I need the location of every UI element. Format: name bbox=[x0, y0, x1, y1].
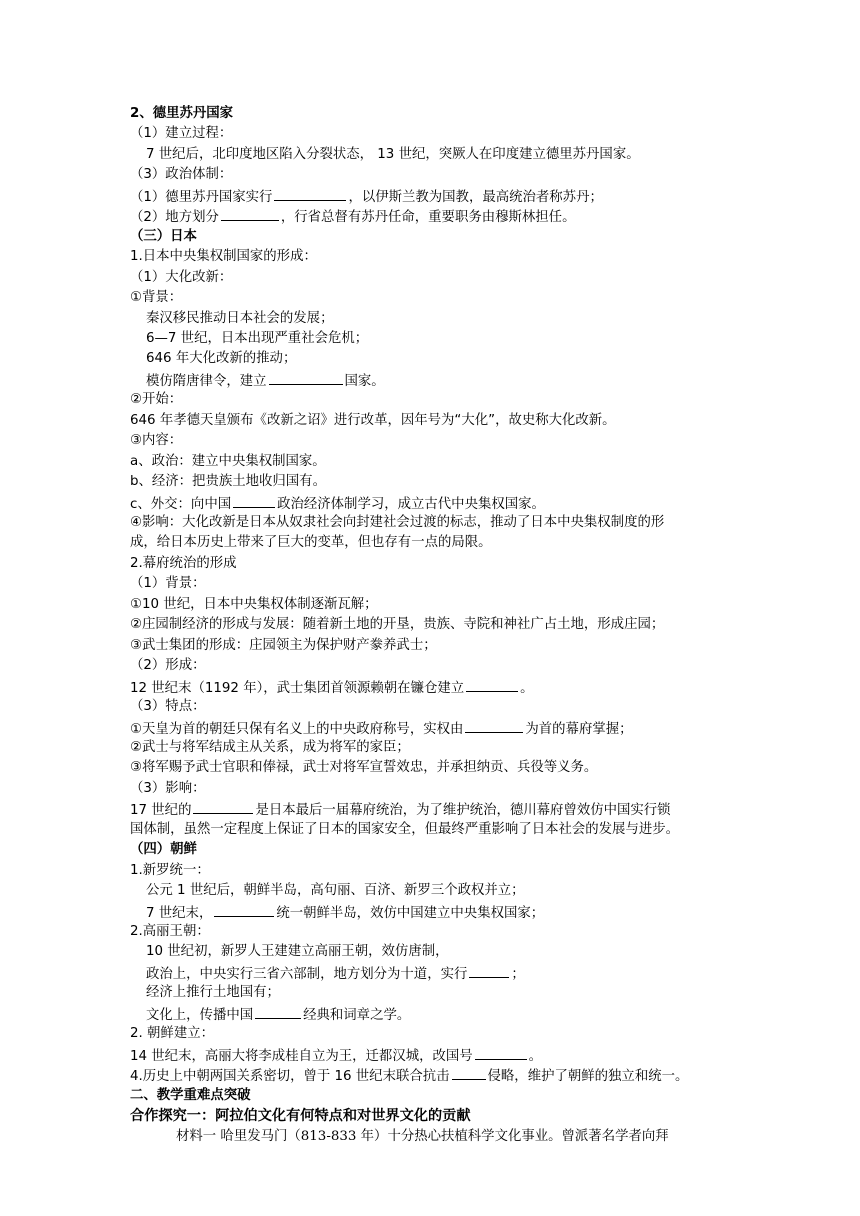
fill-in-blank[interactable] bbox=[221, 206, 279, 221]
text-line: （1）建立过程： bbox=[130, 126, 233, 142]
text-line: ④影响：大化改新是日本从奴隶社会向封建社会过渡的标志，推动了日本中央集权制度的形 bbox=[130, 515, 665, 530]
fill-in-blank[interactable] bbox=[466, 677, 518, 692]
text-segment: 12 世纪末（1192 年），武士集团首领源赖朝在镰仓建立 bbox=[130, 680, 465, 696]
text-line: ③内容： bbox=[130, 433, 183, 449]
text-line: 646 年大化改新的推动； bbox=[146, 351, 297, 367]
text-segment: ①天皇为首的朝廷只保有名义上的中央政府称号，实权由 bbox=[130, 721, 464, 737]
text-line: 7 世纪后，北印度地区陷入分裂状态， 13 世纪，突厥人在印度建立德里苏丹国家。 bbox=[146, 146, 640, 162]
fill-in-blank[interactable] bbox=[274, 186, 346, 201]
text-segment: （2）地方划分 bbox=[130, 210, 219, 226]
text-line: ②庄园制经济的形成与发展：随着新土地的开垦，贵族、寺院和神社广占土地，形成庄园； bbox=[130, 617, 665, 633]
text-line: ②开始： bbox=[130, 392, 183, 408]
fill-in-blank[interactable] bbox=[233, 493, 275, 508]
fill-in-blank[interactable] bbox=[452, 1065, 486, 1080]
text-line: 秦汉移民推动日本社会的发展； bbox=[146, 310, 334, 326]
text-segment: 模仿隋唐律令，建立 bbox=[146, 373, 267, 389]
text-line: 2、德里苏丹国家 bbox=[130, 106, 234, 121]
text-line bbox=[130, 493, 545, 513]
text-segment: 4.历史上中朝两国关系密切，曾于 16 世纪末联合抗击 bbox=[130, 1069, 450, 1085]
text-segment: ，以伊斯兰教为国教，最高统治者称苏丹； bbox=[348, 189, 603, 205]
text-line: （三）日本 bbox=[130, 228, 197, 244]
text-segment: 政治上，中央实行三省六部制，地方划分为十道，实行 bbox=[146, 966, 468, 982]
text-line: 2.幕府统治的形成 bbox=[130, 555, 237, 571]
text-line bbox=[130, 677, 534, 697]
text-line: ①背景： bbox=[130, 290, 183, 306]
text-segment: 侵略，维护了朝鲜的独立和统一。 bbox=[487, 1069, 689, 1085]
text-line bbox=[146, 1004, 410, 1024]
text-line: ②武士与将军结成主从关系，成为将军的家臣； bbox=[130, 739, 410, 755]
text-segment: 政治经济体制学习，成立古代中央集权国家。 bbox=[277, 496, 545, 512]
text-line: 合作探究一：阿拉伯文化有何特点和对世界文化的贡献 bbox=[130, 1108, 471, 1125]
text-segment: 经典和词章之学。 bbox=[303, 1007, 411, 1023]
text-line: 成，给日本历史上带来了巨大的变革，但也存有一点的局限。 bbox=[130, 535, 492, 551]
text-segment: c、外交：向中国 bbox=[130, 496, 232, 512]
text-line: （3）政治体制： bbox=[130, 167, 233, 183]
text-line bbox=[130, 718, 633, 738]
text-line: （四）朝鲜 bbox=[130, 842, 197, 858]
text-line: a、政治：建立中央集权制国家。 bbox=[130, 453, 326, 469]
fill-in-blank[interactable] bbox=[475, 1045, 527, 1060]
text-line: 2. 朝鲜建立： bbox=[130, 1026, 214, 1042]
text-segment: 7 世纪末， bbox=[146, 905, 213, 921]
text-segment: （1）德里苏丹国家实行 bbox=[130, 189, 273, 205]
text-segment: 文化上，传播中国 bbox=[146, 1007, 254, 1023]
text-line bbox=[146, 902, 544, 922]
text-line: 国体制，虽然一定程度上保证了日本的国家安全，但最终严重影响了日本社会的发展与进步。 bbox=[130, 821, 680, 837]
text-segment: ，行省总督有苏丹任命，重要职务由穆斯林担任。 bbox=[280, 210, 576, 226]
text-segment: ； bbox=[511, 966, 525, 982]
text-line: （1）大化改新： bbox=[130, 269, 233, 285]
text-line: ③将军赐予武士官职和俸禄，武士对将军宣誓效忠，并承担纳贡、兵役等义务。 bbox=[130, 760, 598, 776]
text-segment: 。 bbox=[520, 680, 534, 696]
text-line: 1.新罗统一： bbox=[130, 862, 210, 878]
text-segment: 为首的幕府掌握； bbox=[525, 721, 633, 737]
fill-in-blank[interactable] bbox=[469, 963, 509, 978]
text-line: （1）背景： bbox=[130, 576, 206, 592]
text-segment: 是日本最后一届幕府统治，为了维护统治，德川幕府曾效仿中国实行锁 bbox=[255, 803, 671, 819]
text-segment: 14 世纪末，高丽大将李成桂自立为王，迁都汉城，改国号 bbox=[130, 1048, 473, 1064]
text-segment: 17 世纪的 bbox=[130, 803, 192, 819]
text-line bbox=[146, 963, 525, 983]
text-segment: 统一朝鲜半岛，效仿中国建立中央集权国家； bbox=[276, 905, 545, 921]
text-line: （2）形成： bbox=[130, 658, 206, 674]
text-line: （3）特点： bbox=[130, 699, 206, 715]
text-line: ③武士集团的形成：庄园领主为保护财产豢养武士； bbox=[130, 637, 437, 653]
text-line: 10 世纪初，新罗人王建建立高丽王朝，效仿唐制， bbox=[146, 944, 449, 960]
text-line: b、经济：把贵族土地收归国有。 bbox=[130, 474, 326, 490]
text-line: 646 年孝德天皇颁布《改新之诏》进行改革，因年号为“大化”，故史称大化改新。 bbox=[130, 412, 616, 428]
text-line: ①10 世纪，日本中央集权体制逐渐瓦解； bbox=[130, 596, 378, 612]
text-line: 公元 1 世纪后，朝鲜半岛，高句丽、百济、新罗三个政权并立； bbox=[146, 883, 525, 899]
text-segment: 。 bbox=[528, 1048, 543, 1064]
text-line: 6—7 世纪，日本出现严重社会危机； bbox=[146, 330, 369, 346]
text-line: 2.高丽王朝： bbox=[130, 924, 210, 939]
text-line bbox=[146, 370, 385, 390]
fill-in-blank[interactable] bbox=[465, 718, 523, 733]
fill-in-blank[interactable] bbox=[269, 370, 343, 385]
text-line: （3）影响： bbox=[130, 780, 206, 796]
fill-in-blank[interactable] bbox=[255, 1004, 301, 1019]
fill-in-blank[interactable] bbox=[214, 902, 274, 917]
text-line: 材料一 哈里发马门（813-833 年）十分热心扶植科学文化事业。曾派著名学者向拜 bbox=[176, 1128, 669, 1144]
text-line bbox=[130, 206, 575, 226]
text-line: 1.日本中央集权制国家的形成： bbox=[130, 249, 317, 265]
fill-in-blank[interactable] bbox=[193, 799, 253, 814]
text-line bbox=[130, 1045, 542, 1065]
text-line bbox=[130, 1065, 688, 1085]
text-segment: 国家。 bbox=[344, 373, 385, 389]
text-line: 经济上推行土地国有； bbox=[146, 985, 280, 1001]
text-line bbox=[130, 186, 603, 206]
text-line bbox=[130, 799, 671, 819]
text-line: 二、教学重难点突破 bbox=[130, 1087, 251, 1103]
